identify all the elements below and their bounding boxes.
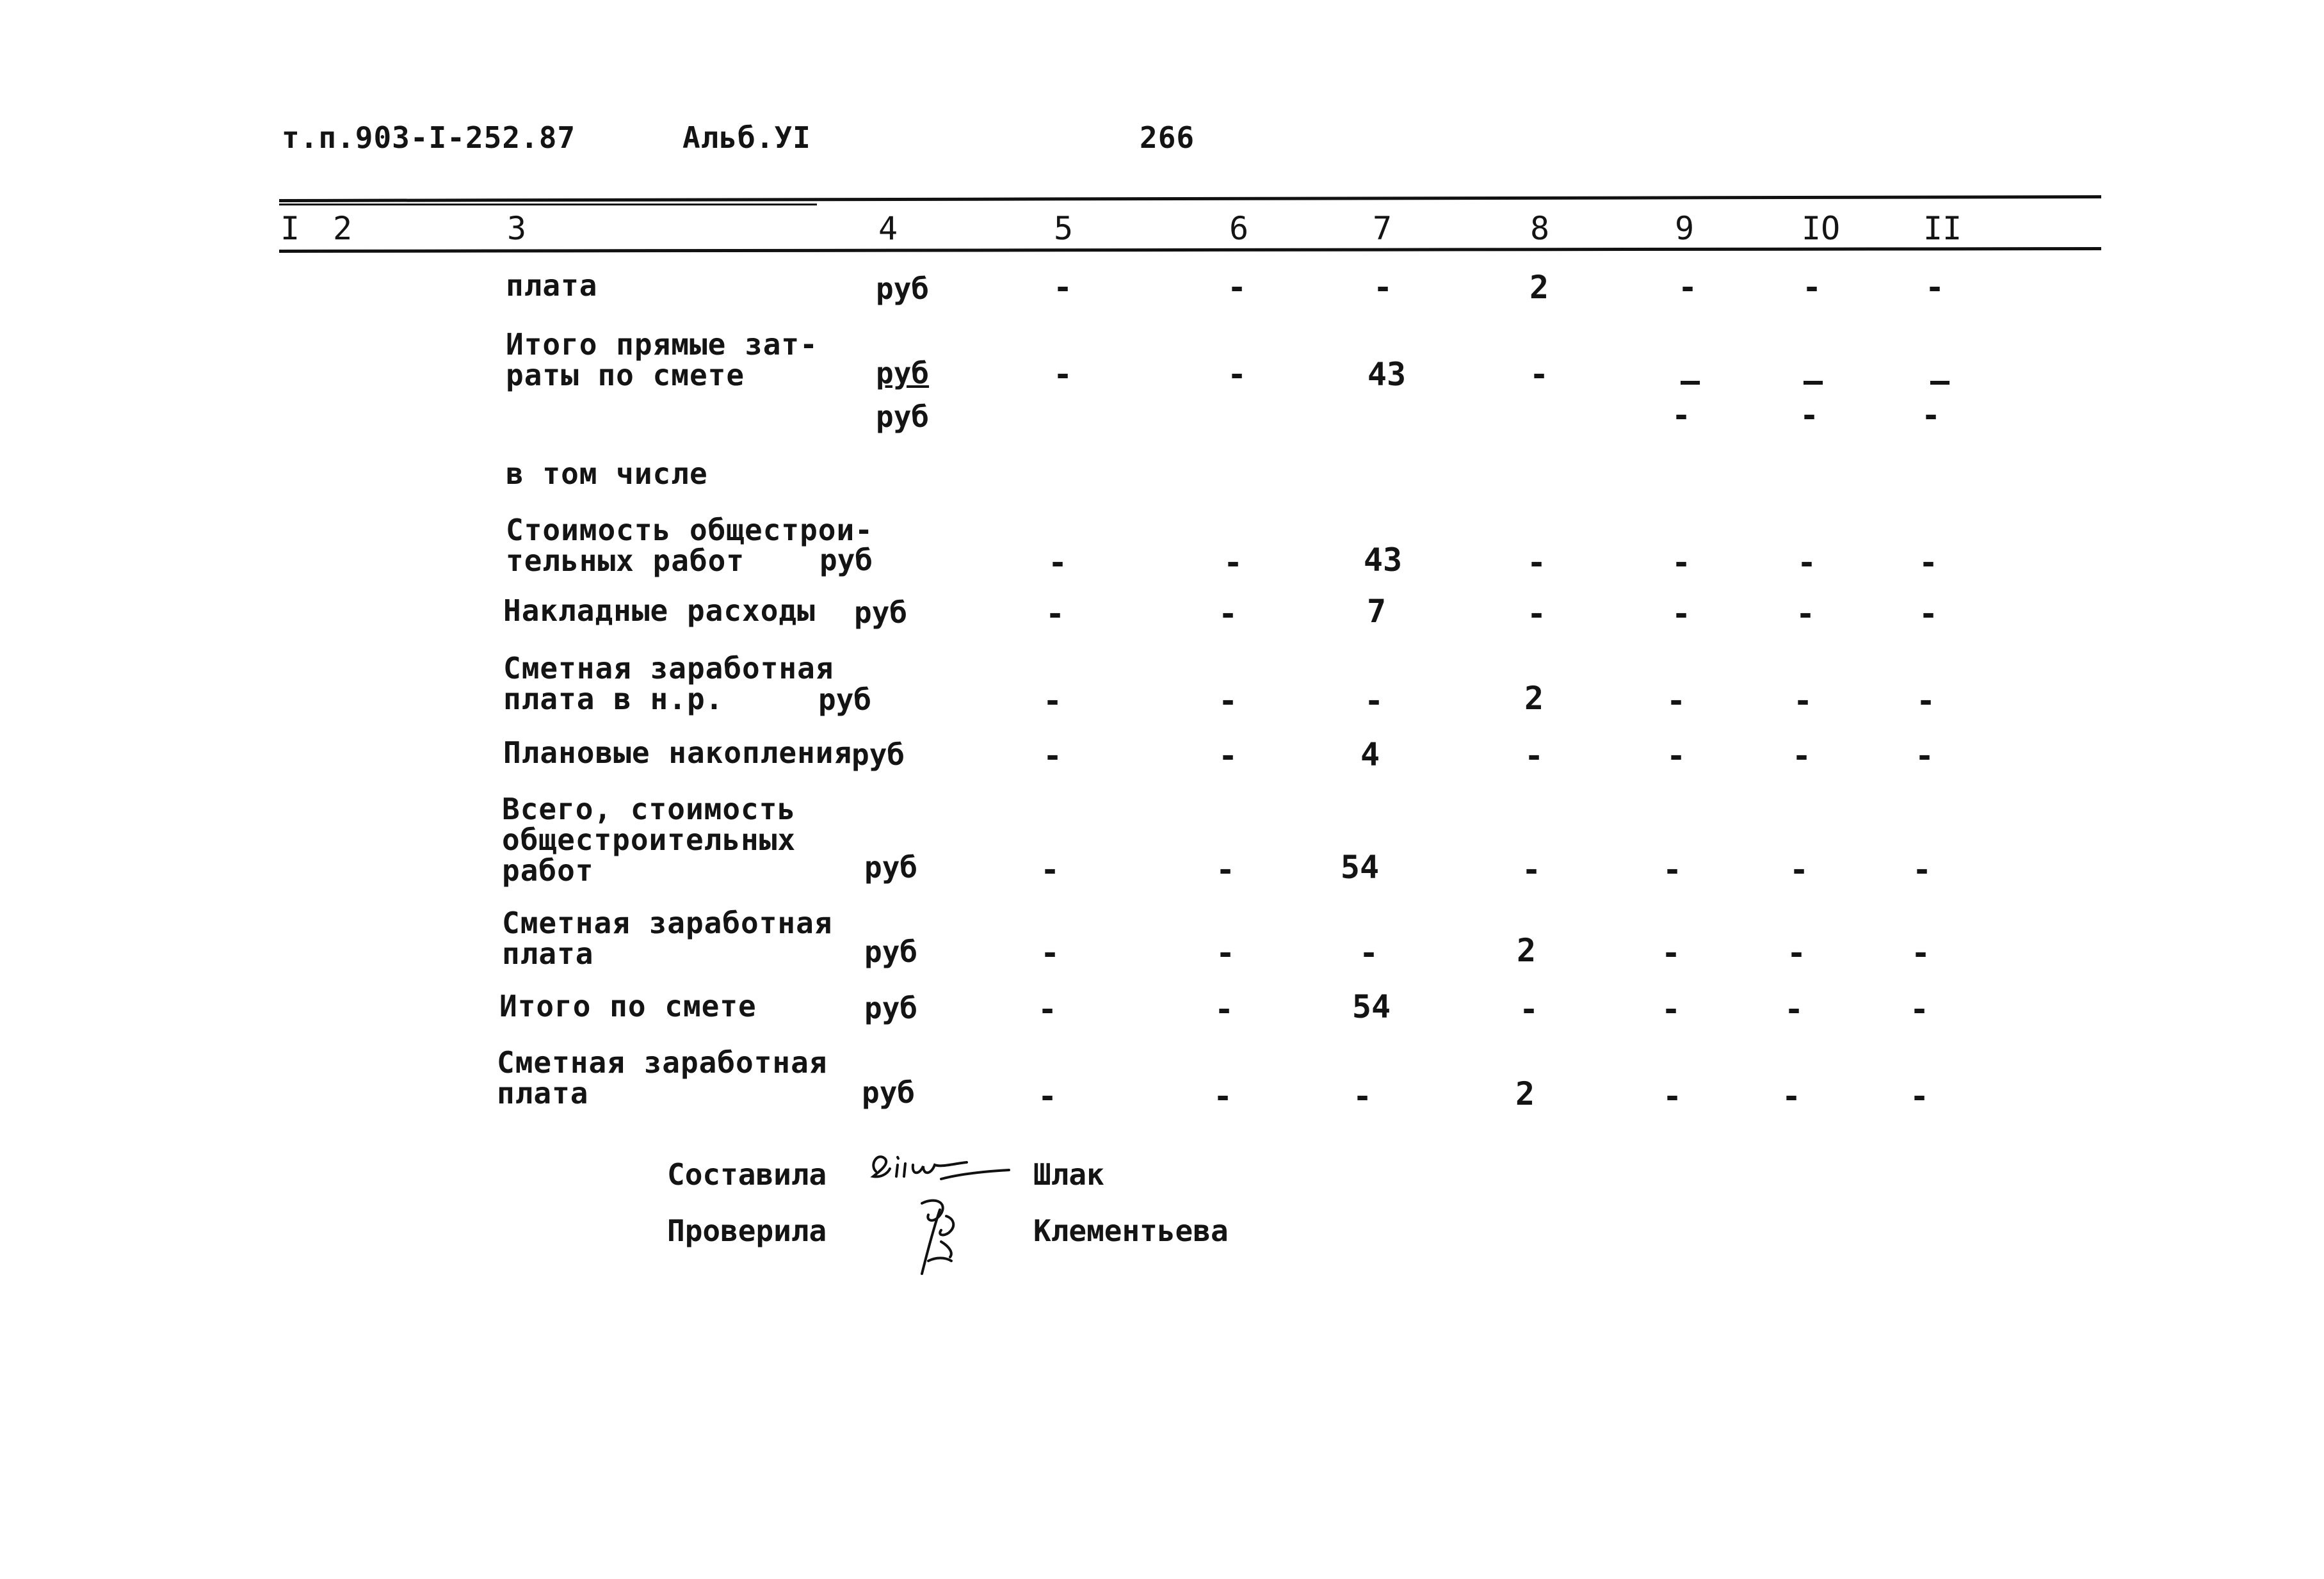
document-code: т.п.903-I-252.87 (282, 120, 576, 155)
table-header-rule (279, 247, 2101, 253)
cell-c7: - (1352, 1078, 1373, 1115)
cell-c8: - (1526, 544, 1547, 581)
cell-c10: - (1786, 934, 1807, 972)
column-header-8: 8 (1530, 210, 1550, 247)
row-unit: руб (854, 595, 908, 630)
cell-c5: - (1053, 269, 1073, 306)
cell-c7: 7 (1366, 593, 1387, 630)
row-unit: руб (819, 543, 873, 577)
cell-c8: - (1529, 356, 1549, 393)
cell-c7: 4 (1360, 736, 1380, 773)
row-label: Сметная заработная плата (497, 1045, 828, 1110)
row-unit: руб (864, 991, 918, 1025)
cell-c10-secondary: - (1799, 397, 1820, 434)
checked-by-name: Клементьева (1033, 1214, 1229, 1248)
cell-c6: - (1215, 934, 1236, 972)
checker-signature (903, 1190, 980, 1286)
cell-c11: - (1910, 934, 1931, 972)
cell-c10: - (1802, 269, 1822, 306)
column-header-2: 2 (333, 210, 353, 247)
column-header-1: I (280, 210, 300, 247)
cell-c10: - (1789, 851, 1809, 888)
cell-c10: - (1791, 737, 1812, 774)
cell-c11: - (1909, 1078, 1930, 1115)
cell-c9: - (1666, 682, 1686, 719)
compiled-by-name: Шлак (1033, 1157, 1104, 1192)
compiled-by-label: Составила (667, 1157, 827, 1192)
row-label: Накладные расходы (503, 593, 816, 628)
cell-c11: - (1925, 269, 1945, 306)
cell-c5: - (1040, 934, 1060, 972)
cell-c9: - (1661, 934, 1681, 972)
row-unit: руб (864, 934, 918, 969)
cell-c7: 43 (1367, 356, 1407, 393)
cell-c5: - (1047, 544, 1068, 581)
cell-c6: - (1213, 1078, 1233, 1115)
row-unit: руб (864, 850, 918, 885)
row-unit: руб (862, 1075, 916, 1110)
column-header-4: 4 (878, 210, 898, 247)
cell-c5: - (1042, 682, 1063, 719)
cell-c5: - (1037, 1078, 1058, 1115)
row-label: Итого прямые зат- раты по смете (506, 327, 818, 392)
column-header-10: IO (1802, 210, 1841, 247)
cell-c7: 54 (1352, 988, 1391, 1025)
cell-c8: - (1521, 851, 1542, 888)
cell-c11: - (1909, 991, 1930, 1028)
cell-c11: - (1918, 544, 1939, 581)
row-unit: руб (876, 356, 930, 390)
cell-c10: - (1796, 544, 1817, 581)
cell-c10: - (1793, 682, 1813, 719)
cell-c6: - (1218, 737, 1238, 774)
page-number: 266 (1140, 120, 1195, 155)
cell-c11: - (1914, 737, 1935, 774)
table-top-rule (279, 195, 2101, 202)
cell-c6: - (1227, 356, 1247, 393)
cell-c6: - (1214, 991, 1234, 1028)
cell-c6: - (1218, 682, 1238, 719)
row-unit-secondary: руб (876, 399, 930, 434)
cell-c8: 2 (1515, 1075, 1535, 1112)
column-header-5: 5 (1054, 210, 1074, 247)
cell-c9: - (1662, 1078, 1682, 1115)
cell-c5: - (1037, 991, 1058, 1028)
row-label: Всего, стоимость общестроительных работ (502, 792, 796, 888)
cell-c10: — (1803, 362, 1823, 399)
compiler-signature (864, 1146, 1018, 1190)
column-header-9: 9 (1675, 210, 1695, 247)
cell-c6: - (1215, 851, 1236, 888)
cell-c11-secondary: - (1921, 397, 1941, 434)
cell-c5: - (1042, 737, 1063, 774)
cell-c10: - (1781, 1078, 1802, 1115)
cell-c10: - (1784, 991, 1804, 1028)
cell-c9: — (1680, 362, 1700, 399)
row-unit: руб (818, 682, 872, 717)
cell-c5: - (1053, 356, 1073, 393)
cell-c9: - (1666, 737, 1686, 774)
cell-c7: 54 (1340, 849, 1380, 886)
cell-c6: - (1223, 544, 1243, 581)
cell-c8: 2 (1524, 680, 1544, 717)
cell-c11: - (1918, 595, 1939, 632)
cell-c8: - (1524, 737, 1544, 774)
row-label: Сметная заработная плата в н.р. (503, 651, 834, 716)
column-header-3: 3 (507, 210, 527, 247)
cell-c7: - (1373, 269, 1393, 306)
cell-c9-secondary: - (1671, 397, 1691, 434)
cell-c9: - (1662, 851, 1682, 888)
cell-c11: - (1912, 851, 1932, 888)
cell-c5: - (1040, 851, 1060, 888)
table-top-rule-thin (279, 204, 817, 205)
row-label: в том числе (506, 456, 708, 491)
cell-c9: - (1671, 544, 1691, 581)
row-label: Стоимость общестрои- тельных работ (506, 513, 873, 578)
cell-c8: - (1526, 595, 1547, 632)
cell-c8: - (1519, 991, 1539, 1028)
cell-c11: - (1916, 682, 1936, 719)
row-unit: руб (876, 271, 930, 306)
cell-c8: 2 (1516, 932, 1537, 969)
cell-c8: 2 (1529, 269, 1549, 306)
cell-c7: - (1364, 682, 1384, 719)
column-header-11: II (1923, 210, 1962, 247)
cell-c9: - (1677, 269, 1698, 306)
row-unit: руб (851, 737, 905, 772)
cell-c6: - (1218, 595, 1238, 632)
album-number: Альб.УI (682, 120, 811, 155)
cell-c7: 43 (1363, 541, 1403, 579)
row-label: Сметная заработная плата (502, 906, 833, 971)
cell-c11: — (1930, 362, 1950, 399)
row-label: Плановые накопления (503, 735, 853, 770)
row-label: плата (506, 268, 598, 303)
column-header-7: 7 (1373, 210, 1392, 247)
row-label: Итого по смете (499, 989, 757, 1023)
cell-c6: - (1227, 269, 1247, 306)
cell-c7: - (1359, 934, 1379, 972)
cell-c9: - (1671, 595, 1691, 632)
cell-c10: - (1795, 595, 1816, 632)
cell-c5: - (1045, 595, 1065, 632)
cell-c9: - (1661, 991, 1681, 1028)
column-header-6: 6 (1229, 210, 1249, 247)
checked-by-label: Проверила (667, 1214, 827, 1248)
